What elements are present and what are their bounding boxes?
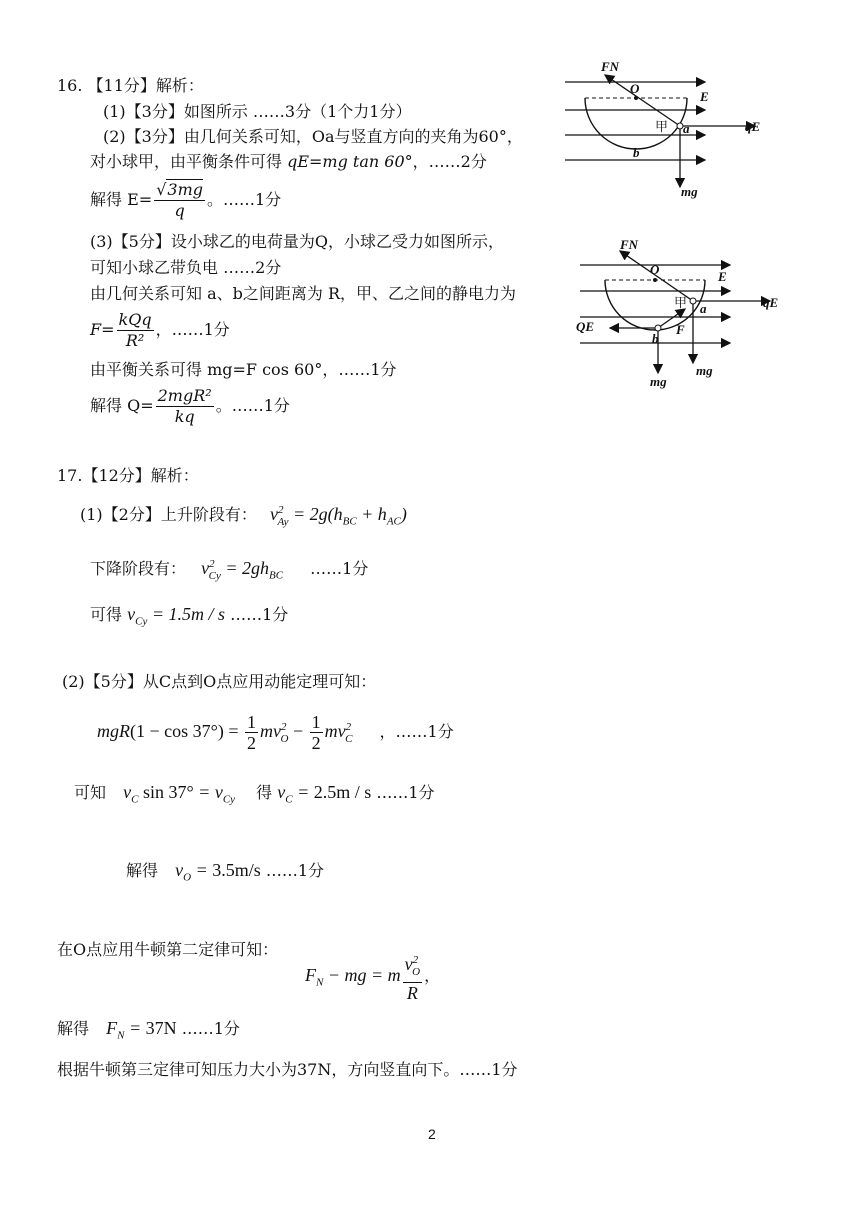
diag2-label-QE: QE [576,319,595,334]
force-diagram-2 [570,233,790,393]
diag1-label-jia: 甲 [655,119,669,134]
diag1-label-b: b [633,145,640,160]
diag2-label-jia: 甲 [674,295,688,310]
q16-part3-line3: 由几何关系可知 a、b之间距离为 R，甲、乙之间的静电力为 [90,284,517,303]
q16-balance-eq: 由平衡关系可得 mg=F cos 60°，……1分 [90,360,397,379]
q16-part3-line1: (3)【5分】设小球乙的电荷量为Q，小球乙受力如图所示， [90,232,504,251]
q16-part2-line1: (2)【3分】由几何关系可知，Oa与竖直方向的夹角为60°， [103,127,523,146]
q17-header: 17.【12分】解析： [57,466,199,485]
q17-final: 根据牛顿第三定律可知压力大小为37N，方向竖直向下。……1分 [57,1060,518,1079]
diag1-label-mg: mg [681,184,698,199]
q17-newton-eq: $F_N$ − mg = m $\frac{v^2_O}{R}$ ， [305,950,440,1003]
diag1-label-qE: qE [745,119,761,134]
page-number: 2 [428,1126,436,1142]
q17-newton-label: 在O点应用牛顿第二定律可知： [57,940,279,959]
q17-part1-rise: (1)【2分】上升阶段有： $v^2_{Ay} = 2g(h_{BC} + h_{AC})$ [80,504,407,528]
diag1-label-O: O [630,81,640,96]
q17-vO-result: 解得 $v_O = 3.5m/s$ ……1分 [126,860,325,884]
q17-velocity-relation: 可知 $v_C$ $\sin 37^\circ = v_{Cy}$ 得 $v_C = 2.5m / s$ ……1分 [74,782,435,806]
diag1-label-FN: FN [601,59,620,74]
diag2-label-E: E [718,269,727,284]
q16-part1: (1)【3分】如图所示 ……3分（1个力1分） [103,102,412,121]
diag2-label-qE: qE [763,295,779,310]
diag2-label-O: O [650,262,660,277]
diag1-label-E: E [700,89,709,104]
q16-solution-E: 解得 E= $\frac{√3mg}{q}$ 。……1分 [90,180,282,220]
force-diagram-1 [555,55,775,205]
diag2-label-F: F [676,322,685,337]
q17-energy-eq: mgR(1 − cos 37°) = $\frac{1}{2}$ $mv^2_O$ − $\frac{1}{2}$ $mv^2_C$ ，……1分 [97,712,454,753]
diag2-label-a: a [700,301,707,316]
q16-header: 16. 【11分】解析： [57,76,204,95]
diag2-label-mg-b: mg [650,374,667,389]
q16-part2-line2: 对小球甲，由平衡条件可得 qE=mg tan 60°，……2分 [90,152,487,171]
q16-solution-Q: 解得 Q= $\frac{\text{2mgR²}}{kq}$ 。……1分 [90,386,290,426]
q17-part1-fall: 下降阶段有： $v^2_{Cy} = 2gh_{BC}$ ……1分 [90,558,369,582]
q17-part2-header: (2)【5分】从C点到O点应用动能定理可知： [62,672,377,691]
q17-FN-result: 解得 $F_N = 37N$ ……1分 [57,1018,240,1042]
q16-force-eq: F= $\frac{\text{kQq}}{\text{R²}}$ ，……1分 [90,310,230,350]
diag2-label-FN: FN [620,237,639,252]
diag1-label-a: a [683,121,690,136]
q17-part1-result: 可得 $v_{Cy} = 1.5m / s$ ……1分 [90,604,289,628]
diag2-label-mg-a: mg [696,363,713,378]
diag2-label-b: b [652,331,659,346]
q16-part3-line2: 可知小球乙带负电 ……2分 [90,258,282,277]
